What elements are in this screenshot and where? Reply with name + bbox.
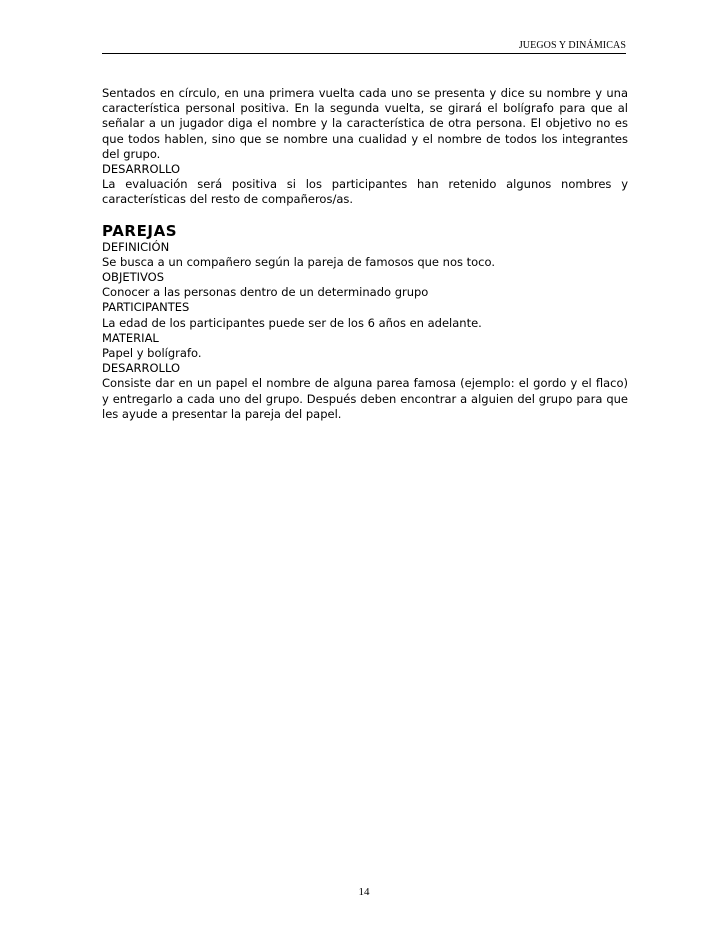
desarrollo-label: DESARROLLO — [102, 361, 180, 376]
intro-desarrollo-text: La evaluación será positiva si los participantes han retenido algunos nombres y características del resto de compañeros/as. — [102, 177, 628, 207]
page-content — [102, 86, 628, 422]
section-title: PAREJAS — [102, 221, 178, 240]
page-header — [102, 38, 626, 54]
definicion-label: DEFINICIÓN — [102, 239, 170, 254]
definicion-text: Se busca a un compañero según la pareja de famosos que nos toco. — [102, 254, 495, 269]
participantes-text: La edad de los participantes puede ser de los 6 años en adelante. — [102, 315, 482, 330]
objetivos-label: OBJETIVOS — [102, 270, 165, 285]
intro-paragraph: Sentados en círculo, en una primera vuelta cada uno se presenta y dice su nombre y una característica personal positiva. En la segunda vuelta, se girará el bolígrafo para que al señalar a un jugador diga el nombre y la característica de otra persona. El objetivo no es que todos hablen, sino que se nombre una cualidad y el nombre de todos los integrantes del grupo. — [102, 86, 628, 161]
material-label: MATERIAL — [102, 330, 159, 345]
participantes-label: PARTICIPANTES — [102, 300, 190, 315]
intro-desarrollo-label: DESARROLLO — [102, 162, 180, 177]
header-title: JUEGOS Y DINÁMICAS — [518, 40, 626, 51]
desarrollo-text: Consiste dar en un papel el nombre de alguna parea famosa (ejemplo: el gordo y el flaco) y entregarlo a cada uno del grupo. Después deben encontrar a alguien del grupo para que les ayude a presentar la pareja del papel. — [102, 376, 628, 421]
material-text: Papel y bolígrafo. — [102, 346, 202, 361]
page-number: 14 — [358, 886, 370, 898]
objetivos-text: Conocer a las personas dentro de un determinado grupo — [102, 285, 429, 300]
header-rule — [102, 53, 626, 54]
